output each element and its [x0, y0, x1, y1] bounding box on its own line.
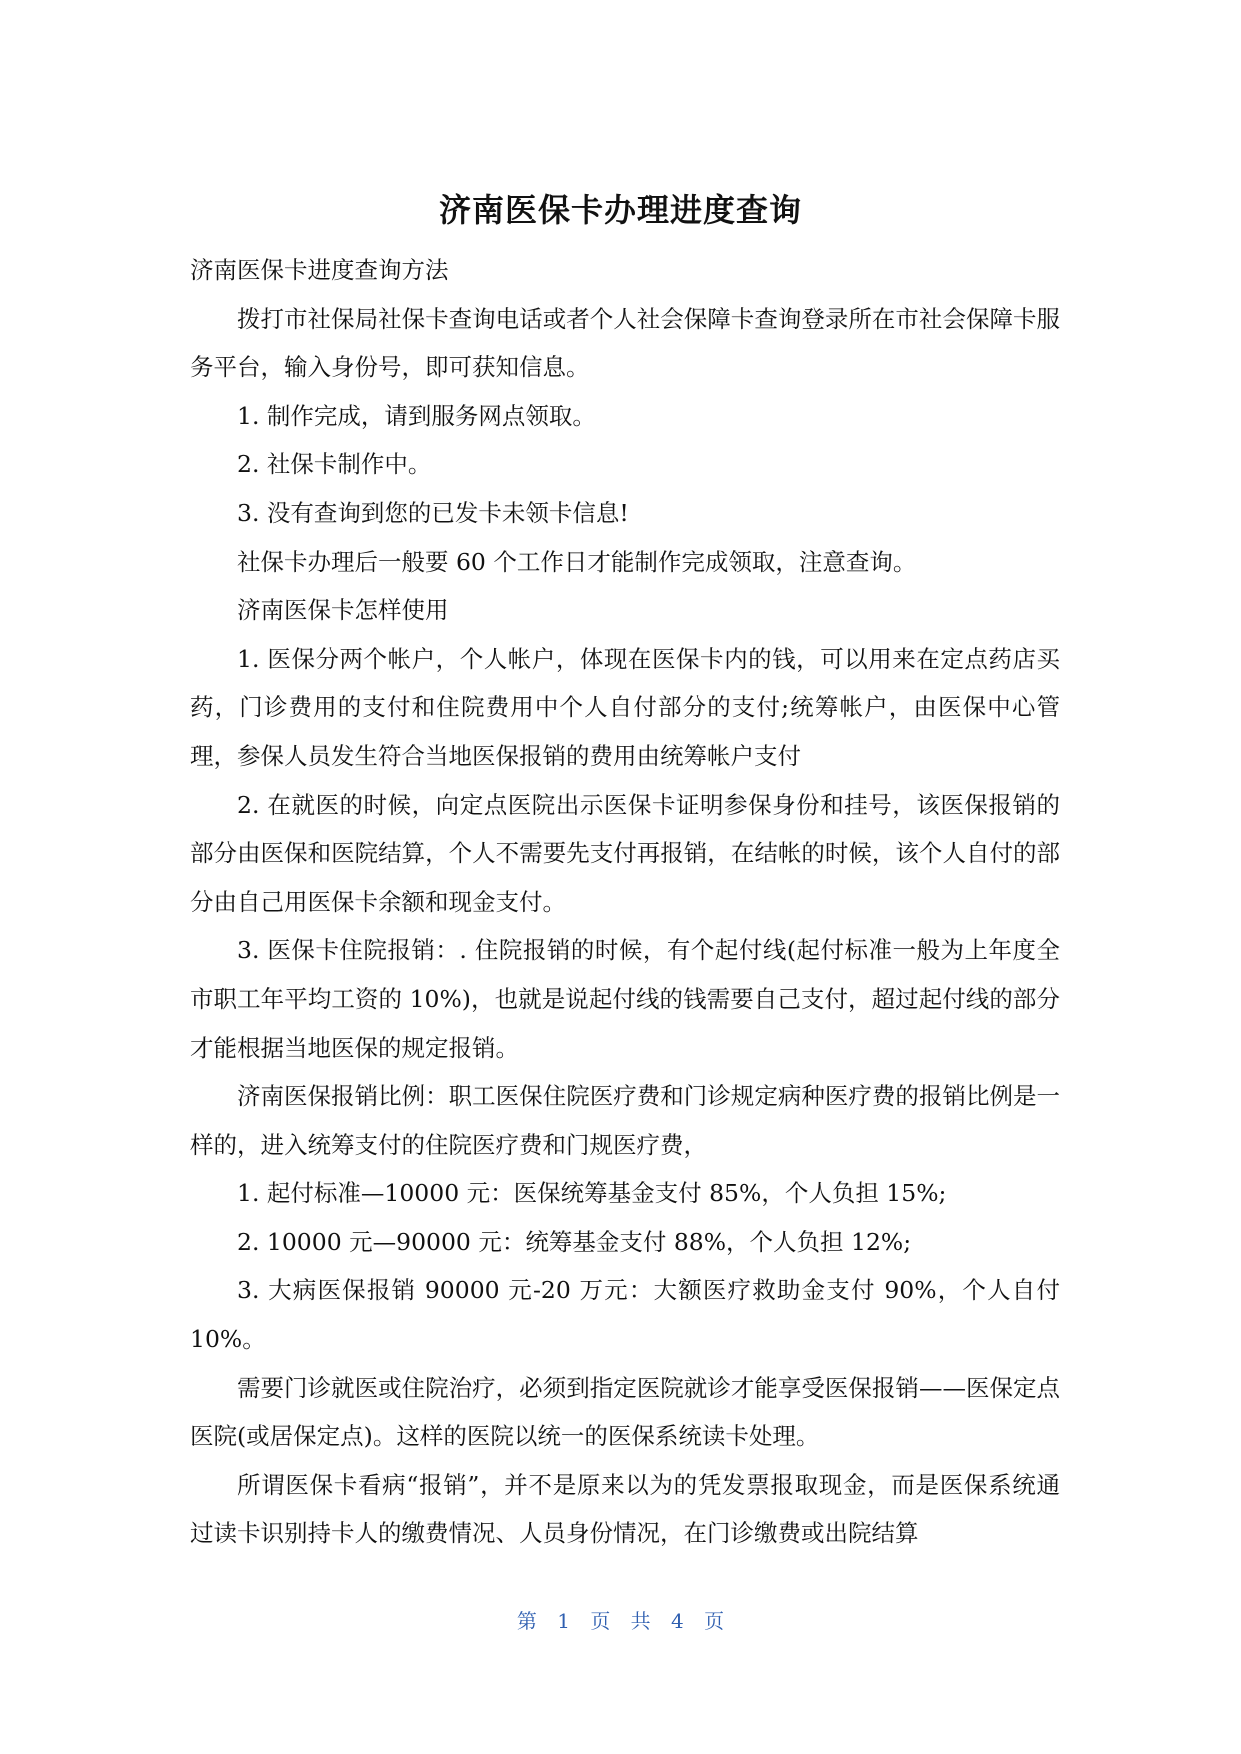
list-item: 1. 起付标准—10000 元：医保统筹基金支付 85%，个人负担 15%;: [237, 1179, 947, 1208]
list-item: 2. 社保卡制作中。: [237, 450, 432, 479]
page-label-mid: 页 共: [590, 1609, 651, 1633]
list-item: 3. 大病医保报销 90000 元-20 万元：大额医疗救助金支付 90%，个人自付 10%。: [190, 1276, 1060, 1354]
list-item: 3. 医保卡住院报销：. 住院报销的时候，有个起付线(起付标准一般为上年度全市职工年平均工资的 10%)，也就是说起付线的钱需要自己支付，超过起付线的部分才能根据当地医保的规定报销。: [190, 936, 1060, 1062]
list-item: 3. 没有查询到您的已发卡未领卡信息!: [237, 498, 629, 527]
document-body: [190, 246, 1060, 1558]
paragraph: 需要门诊就医或住院治疗，必须到指定医院就诊才能享受医保报销——医保定点医院(或居保定点)。这样的医院以统一的医保系统读卡处理。: [190, 1373, 1060, 1451]
list-item: 1. 制作完成，请到服务网点领取。: [237, 401, 596, 430]
section-heading-usage: 济南医保卡怎样使用: [237, 596, 449, 625]
paragraph: 所谓医保卡看病“报销”，并不是原来以为的凭发票报取现金，而是医保系统通过读卡识别持卡人的缴费情况、人员身份情况，在门诊缴费或出院结算: [190, 1470, 1060, 1548]
section-heading-query-method: 济南医保卡进度查询方法: [190, 256, 449, 284]
page-label-suffix: 页: [704, 1609, 725, 1633]
paragraph: 济南医保报销比例：职工医保住院医疗费和门诊规定病种医疗费的报销比例是一样的，进入统筹支付的住院医疗费和门规医疗费，: [190, 1082, 1060, 1159]
current-page-number: 1: [557, 1609, 570, 1633]
list-item: 1. 医保分两个帐户，个人帐户，体现在医保卡内的钱，可以用来在定点药店买药，门诊费用的支付和住院费用中个人自付部分的支付;统筹帐户，由医保中心管理，参保人员发生符合当地医保报销的费用由统筹帐户支付: [190, 644, 1060, 770]
document-title: 济南医保卡办理进度查询: [438, 191, 802, 229]
paragraph: 社保卡办理后一般要 60 个工作日才能制作完成领取，注意查询。: [237, 547, 917, 576]
page-label-prefix: 第: [516, 1609, 537, 1633]
page-number-footer: [0, 1606, 1241, 1636]
total-pages-number: 4: [671, 1609, 684, 1633]
list-item: 2. 10000 元—90000 元：统筹基金支付 88%，个人负担 12%;: [237, 1227, 912, 1256]
paragraph: 拨打市社保局社保卡查询电话或者个人社会保障卡查询登录所在市社会保障卡服务平台，输入身份号，即可获知信息。: [190, 304, 1060, 382]
list-item: 2. 在就医的时候，向定点医院出示医保卡证明参保身份和挂号，该医保报销的部分由医保和医院结算，个人不需要先支付再报销，在结帐的时候，该个人自付的部分由自己用医保卡余额和现金支付。: [190, 790, 1060, 916]
